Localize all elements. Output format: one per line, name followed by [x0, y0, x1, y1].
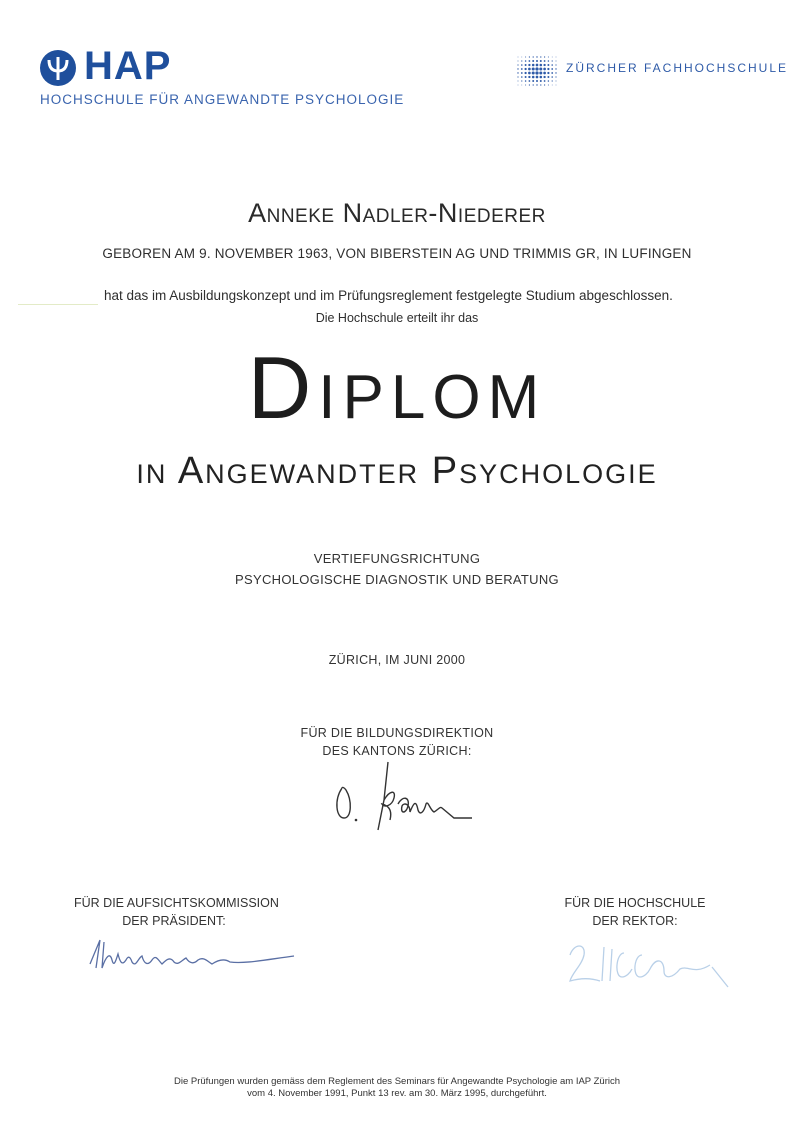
hap-tagline: HOCHSCHULE FÜR ANGEWANDTE PSYCHOLOGIE	[40, 92, 405, 107]
zfh-wordmark: ZÜRCHER FACHHOCHSCHULE	[566, 61, 789, 75]
supervisory-line2: DER PRÄSIDENT:	[122, 914, 226, 928]
supervisory-line1: FÜR DIE AUFSICHTSKOMMISSION	[74, 896, 279, 910]
education-directorate-line2: DES KANTONS ZÜRICH:	[322, 744, 472, 758]
psi-logo-icon	[40, 50, 76, 86]
hap-logo	[40, 44, 405, 112]
recipient-name: Anneke Nadler-Niederer	[248, 198, 546, 228]
completion-statement: hat das im Ausbildungskonzept und im Prüfungsreglement festgelegte Studium abgeschlossen.	[104, 288, 673, 303]
university-line1: FÜR DIE HOCHSCHULE	[564, 896, 706, 910]
faint-rule	[18, 304, 98, 305]
education-directorate-signature	[330, 760, 480, 840]
university-line2: DER REKTOR:	[592, 914, 678, 928]
specialization-value: PSYCHOLOGISCHE DIAGNOSTIK UND BERATUNG	[235, 572, 559, 587]
footer-line1: Die Prüfungen wurden gemäss dem Reglement des Seminars für Angewandte Psychologie am IAP Zürich	[173, 1076, 621, 1087]
supervisory-commission-block	[74, 894, 279, 930]
footer-note	[0, 1076, 794, 1100]
degree-field: in Angewandter Psychologie	[136, 450, 658, 492]
rector-signature	[560, 925, 740, 995]
place-and-date: ZÜRICH, IM JUNI 2000	[328, 653, 466, 667]
birth-details: GEBOREN AM 9. NOVEMBER 1963, VON BIBERSTEIN AG UND TRIMMIS GR, IN LUFINGEN	[102, 246, 692, 261]
grant-statement: Die Hochschule erteilt ihr das	[315, 311, 479, 325]
education-directorate-line1: FÜR DIE BILDUNGSDIREKTION	[300, 726, 494, 740]
degree-title: Diplom	[247, 338, 547, 437]
specialization-label: VERTIEFUNGSRICHTUNG	[313, 551, 481, 566]
supervisory-signature	[84, 930, 304, 980]
zfh-logo	[516, 54, 789, 88]
hap-wordmark: HAP	[84, 44, 172, 88]
dot-grid-logo-icon	[516, 54, 558, 88]
footer-line2: vom 4. November 1991, Punkt 13 rev. am 30. März 1995, durchgeführt.	[247, 1088, 547, 1099]
